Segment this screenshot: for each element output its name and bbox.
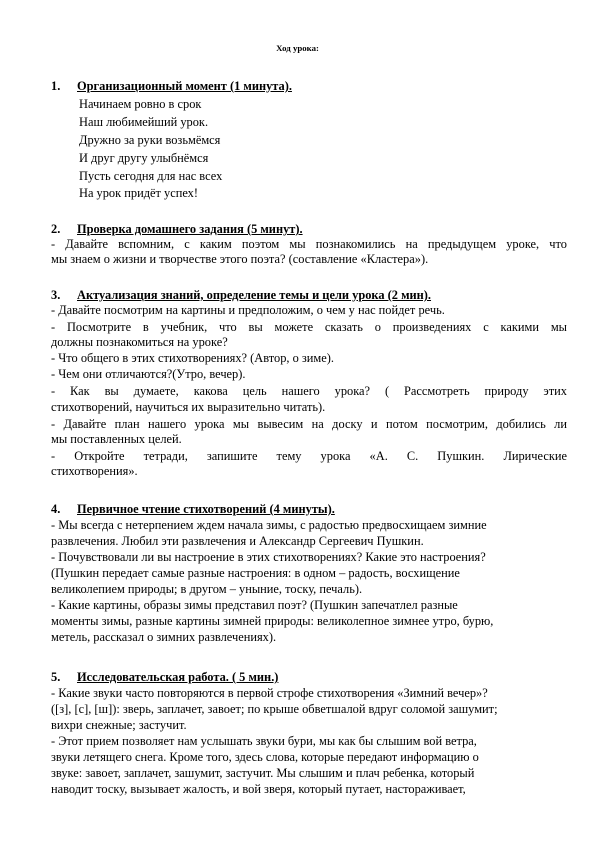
paragraph-line: - Как вы думаете, какова цель нашего урока? ( Рассмотреть природу этих: [51, 384, 567, 398]
paragraph-line: мы поставленных целей.: [51, 432, 182, 446]
paragraph-line: звуке: завоет, заплачет, зашумит, застучит. Мы слышим и плач ребенка, который: [51, 766, 475, 780]
poem-line: Пусть сегодня для нас всех: [79, 169, 223, 183]
paragraph-line: - Чем они отличаются?(Утро, вечер).: [51, 367, 246, 381]
section-2-number: 2.: [51, 222, 61, 236]
paragraph-line: стихотворения».: [51, 464, 138, 478]
paragraph-line: моменты зимы, разные картины зимней природы: великолепное зимнее утро, бурю,: [51, 614, 494, 628]
paragraph-line: должны познакомиться на уроке?: [51, 335, 228, 349]
section-5-heading: Исследовательская работа. ( 5 мин.): [77, 670, 279, 684]
poem-line: Начинаем ровно в срок: [79, 97, 202, 111]
paragraph-line: - Откройте тетради, запишите тему урока «А. С. Пушкин. Лирические: [51, 449, 567, 463]
section-4-number: 4.: [51, 502, 61, 516]
paragraph-line: стихотворений, научиться их выразительно читать).: [51, 400, 326, 414]
paragraph-line: - Давайте посмотрим на картины и предположим, о чем у нас пойдет речь.: [51, 303, 445, 317]
paragraph-line: ([з], [с], [ш]): зверь, заплачет, завоет; по крыше обветшалой вдруг соломой зашумит;: [51, 702, 498, 716]
section-1-number: 1.: [51, 79, 61, 93]
paragraph-line: мы знаем о жизни и творчестве этого поэта? (составление «Кластера»).: [51, 252, 429, 266]
paragraph-line: метель, рассказал о зимних развлечениях).: [51, 630, 277, 644]
paragraph-line: великолепием природы; в другом – уныние, тоску, печаль).: [51, 582, 363, 596]
section-3-number: 3.: [51, 288, 61, 302]
paragraph-line: звуки летящего снега. Кроме того, здесь слова, которые передают информацию о: [51, 750, 479, 764]
page-title: Ход урока:: [276, 43, 319, 53]
paragraph-line: - Мы всегда с нетерпением ждем начала зимы, с радостью предвосхищаем зимние: [51, 518, 487, 532]
paragraph-line: наводит тоску, вызывает жалость, и вой зверя, который путает, настораживает,: [51, 782, 466, 796]
paragraph-line: вихри снежные; застучит.: [51, 718, 187, 732]
paragraph-line: - Почувствовали ли вы настроение в этих стихотворениях? Какие это настроения?: [51, 550, 486, 564]
section-2-heading: Проверка домашнего задания (5 минут).: [77, 222, 303, 236]
paragraph-line: - Какие картины, образы зимы представил поэт? (Пушкин запечатлел разные: [51, 598, 458, 612]
section-5-number: 5.: [51, 670, 61, 684]
paragraph-line: - Давайте вспомним, с каким поэтом мы познакомились на предыдущем уроке, что: [51, 237, 567, 251]
paragraph-line: - Давайте план нашего урока мы вывесим на доску и потом посмотрим, добились ли: [51, 417, 567, 431]
section-3-heading: Актуализация знаний, определение темы и цели урока (2 мин).: [77, 288, 432, 302]
paragraph-line: - Какие звуки часто повторяются в первой строфе стихотворения «Зимний вечер»?: [51, 686, 488, 700]
paragraph-line: развлечения. Любил эти развлечения и Александр Сергеевич Пушкин.: [51, 534, 424, 548]
poem-line: Дружно за руки возьмёмся: [79, 133, 221, 147]
poem-line: Наш любимейший урок.: [79, 115, 209, 129]
paragraph-line: (Пушкин передает самые разные настроения: в одном – радость, восхищение: [51, 566, 460, 580]
poem-line: И друг другу улыбнёмся: [79, 151, 209, 165]
paragraph-line: - Что общего в этих стихотворениях? (Автор, о зиме).: [51, 351, 334, 365]
section-1-heading: Организационный момент (1 минута).: [77, 79, 292, 93]
paragraph-line: - Посмотрите в учебник, что вы можете сказать о произведениях с какими мы: [51, 320, 567, 334]
paragraph-line: - Этот прием позволяет нам услышать звуки бури, мы как бы слышим вой ветра,: [51, 734, 477, 748]
poem-line: На урок придёт успех!: [79, 186, 199, 200]
section-4-heading: Первичное чтение стихотворений (4 минуты).: [77, 502, 335, 516]
